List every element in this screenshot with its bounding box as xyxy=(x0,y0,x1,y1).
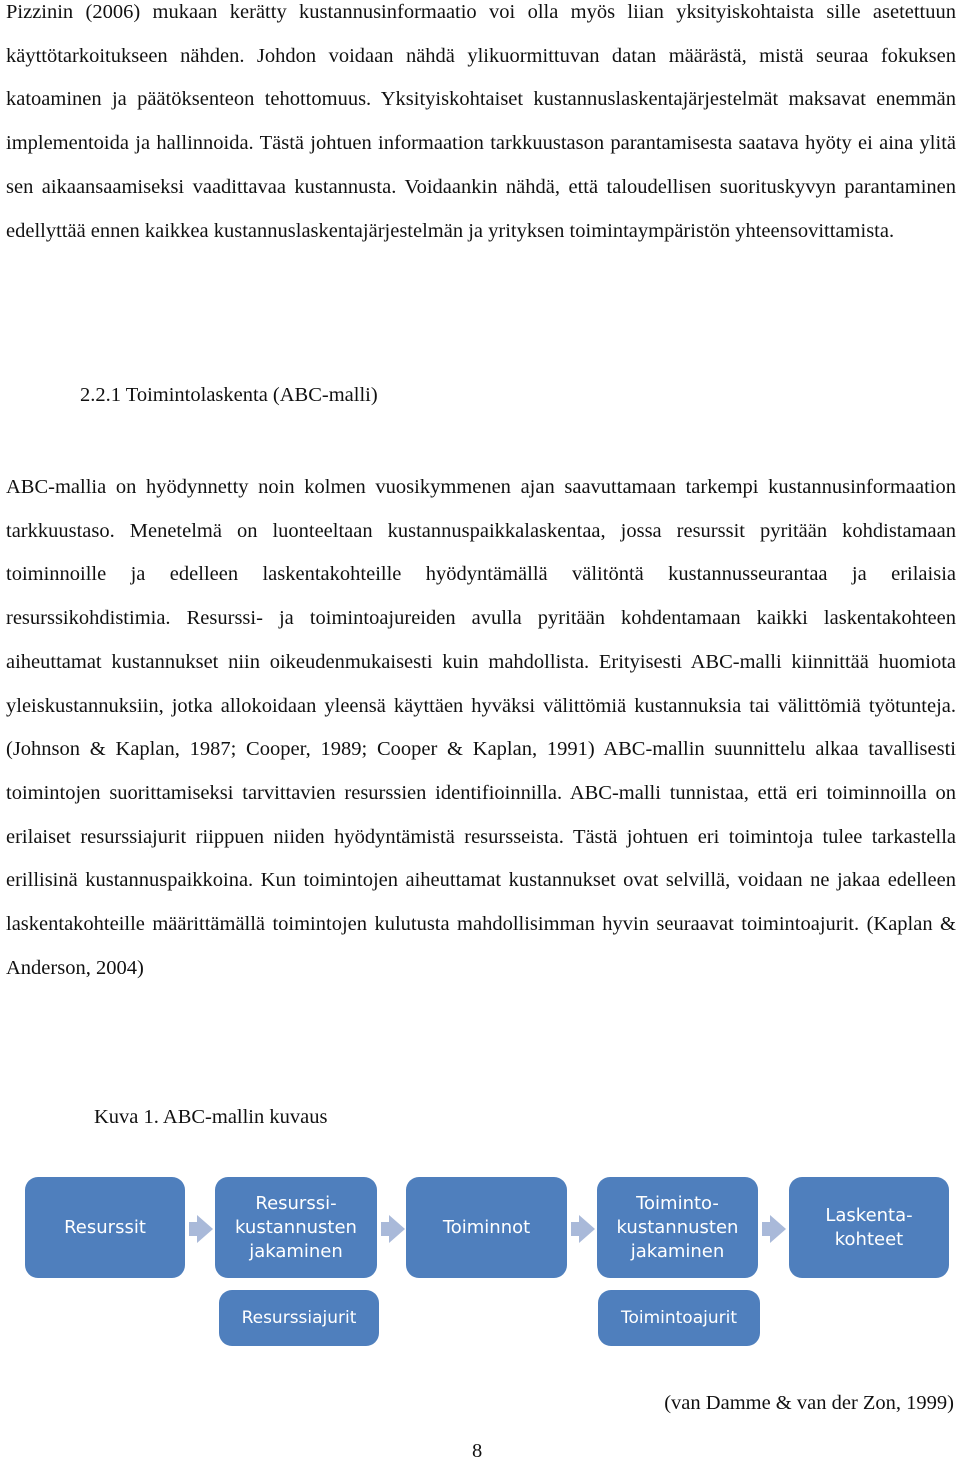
box-resource-drivers: Resurssiajurit xyxy=(219,1290,379,1346)
arrow-right-icon xyxy=(389,1215,405,1243)
box-activities: Toiminnot xyxy=(406,1177,567,1278)
box-activity-cost-allocation: Toiminto- kustannusten jakaminen xyxy=(597,1177,758,1278)
page-number: 8 xyxy=(472,1440,483,1462)
body-paragraph-1: Pizzinin (2006) mukaan kerätty kustannusinformaatio voi olla myös liian yksityiskohtaista sille asetettuun käyttötarkoitukseen nähden. Johdon voidaan nähdä ylikuormittuvan datan määrästä, mistä seuraa fokuksen katoaminen ja päätöksenteon tehottomuus. Yksityiskohtaiset kustannuslaskentajärjestelmät maksavat enemmän implementoida ja hallinnoida. Tästä johtuen informaation tarkkuustason parantamisesta saatava hyöty ei aina ylitä sen aikaansaamiseksi vaadittavaa kustannusta. Voidaankin nähdä, että taloudellisen suorituskyvyn parantaminen edellyttää ennen kaikkea kustannuslaskentajärjestelmän ja yrityksen toimintaympäristön yhteensovittamista. xyxy=(6,1,956,242)
arrow-right-icon xyxy=(197,1215,213,1243)
box-resource-cost-allocation: Resurssi- kustannusten jakaminen xyxy=(215,1177,377,1278)
section-heading: 2.2.1 Toimintolaskenta (ABC-malli) xyxy=(80,384,378,406)
figure-source: (van Damme & van der Zon, 1999) xyxy=(664,1392,954,1414)
box-cost-objects: Laskenta- kohteet xyxy=(789,1177,949,1278)
box-resources: Resurssit xyxy=(25,1177,185,1278)
box-activity-drivers: Toimintoajurit xyxy=(598,1290,760,1346)
figure-caption: Kuva 1. ABC-mallin kuvaus xyxy=(94,1106,328,1128)
body-paragraph-2: ABC-mallia on hyödynnetty noin kolmen vuosikymmenen ajan saavuttamaan tarkempi kustannusinformaation tarkkuustaso. Menetelmä on luonteeltaan kustannuspaikkalaskentaa, jossa resurssit pyritään kohdistamaan toiminnoille ja edelleen laskentakohteille hyödyntämällä välitöntä kustannusseurantaa ja erilaisia resurssikohdistimia. Resurssi- ja toimintoajureiden avulla pyritään kohdentamaan kaikki laskentakohteen aiheuttamat kustannukset niin oikeudenmukaisesti kuin mahdollista. Erityisesti ABC-malli kiinnittää huomiota yleiskustannuksiin, jotka allokoidaan yleensä käyttäen hyväksi välittömiä kustannuksia tai välittömiä työtunteja. (Johnson & Kaplan, 1987; Cooper, 1989; Cooper & Kaplan, 1991) ABC-mallin suunnittelu alkaa tavallisesti toimintojen suorittamiseksi tarvittavien resurssien identifioinnilla. ABC-malli tunnistaa, että eri toiminnoilla on erilaiset resurssiajurit riippuen niiden hyödyntämistä resursseista. Tästä johtuen eri toimintoja tulee tarkastella erillisinä kustannuspaikkoina. Kun toimintojen aiheuttamat kustannukset ovat selvillä, voidaan ne jakaa edelleen laskentakohteille määrittämällä toimintojen kulutusta mahdollisimman hyvin seuraavat toimintoajurit. (Kaplan & Anderson, 2004) xyxy=(6,476,956,979)
arrow-right-icon xyxy=(579,1215,595,1243)
arrow-right-icon xyxy=(770,1215,786,1243)
